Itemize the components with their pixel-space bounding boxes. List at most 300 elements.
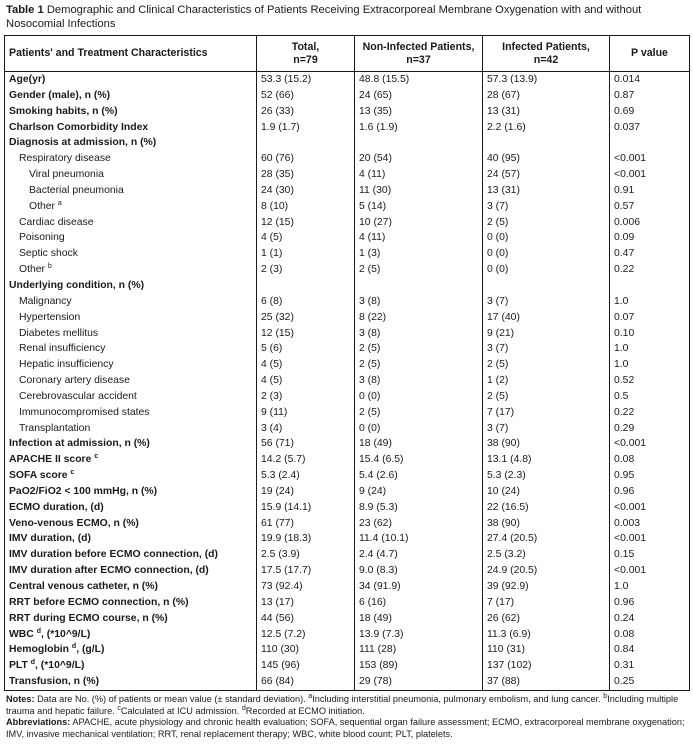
table-row [5, 246, 690, 262]
p-value-cell: <0.001 [610, 436, 690, 452]
non-infected-cell: 0 (0) [355, 421, 483, 437]
non-infected-cell: 18 (49) [355, 611, 483, 627]
non-infected-cell: 15.4 (6.5) [355, 452, 483, 468]
p-value-cell: 0.22 [610, 405, 690, 421]
table-row [5, 262, 690, 278]
infected-cell: 57.3 (13.9) [483, 72, 610, 88]
row-label-cell [5, 547, 257, 563]
p-value-cell: 1.0 [610, 579, 690, 595]
row-label: Diagnosis at admission, n (%) [9, 137, 157, 149]
row-label: Cardiac disease [19, 216, 94, 228]
row-label-cell [5, 341, 257, 357]
p-value-cell: 0.29 [610, 421, 690, 437]
non-infected-cell: 3 (8) [355, 326, 483, 342]
total-cell: 9 (11) [257, 405, 355, 421]
p-value-cell: 0.47 [610, 246, 690, 262]
total-cell: 4 (5) [257, 357, 355, 373]
row-label-cell [5, 72, 257, 88]
row-label: RRT during ECMO course, n (%) [9, 612, 168, 624]
p-value-cell: 0.09 [610, 230, 690, 246]
row-label-cell [5, 627, 257, 643]
non-infected-cell: 24 (65) [355, 88, 483, 104]
p-value-cell: 0.037 [610, 120, 690, 136]
table-row [5, 468, 690, 484]
row-label: Smoking habits, n (%) [9, 105, 118, 117]
table-row [5, 215, 690, 231]
table-row [5, 627, 690, 643]
row-label-cell [5, 294, 257, 310]
table-row [5, 531, 690, 547]
p-value-cell: 0.006 [610, 215, 690, 231]
total-cell: 19 (24) [257, 484, 355, 500]
p-value-cell: 0.84 [610, 642, 690, 658]
total-cell: 5.3 (2.4) [257, 468, 355, 484]
total-cell: 13 (17) [257, 595, 355, 611]
row-label-cell [5, 310, 257, 326]
non-infected-cell: 13 (35) [355, 104, 483, 120]
table-row [5, 658, 690, 674]
table-row [5, 642, 690, 658]
non-infected-cell: 2 (5) [355, 262, 483, 278]
row-label: Veno-venous ECMO, n (%) [9, 517, 139, 529]
total-cell: 12 (15) [257, 215, 355, 231]
total-cell: 4 (5) [257, 230, 355, 246]
infected-cell: 3 (7) [483, 421, 610, 437]
non-infected-cell: 3 (8) [355, 373, 483, 389]
infected-cell: 1 (2) [483, 373, 610, 389]
total-cell: 25 (32) [257, 310, 355, 326]
row-label: Hepatic insufficiency [19, 359, 114, 371]
row-label-cell [5, 215, 257, 231]
p-value-cell: 1.0 [610, 294, 690, 310]
total-cell: 24 (30) [257, 183, 355, 199]
total-cell: 26 (33) [257, 104, 355, 120]
infected-cell: 2.2 (1.6) [483, 120, 610, 136]
row-label: Transfusion, n (%) [9, 676, 100, 688]
notes-intro: Data are No. (%) of patients or mean value (± standard deviation). [37, 693, 306, 704]
total-cell: 53.3 (15.2) [257, 72, 355, 88]
row-label: Malignancy [19, 295, 72, 307]
infected-cell [483, 278, 610, 294]
row-label: Transplantation [19, 422, 91, 434]
table-row [5, 120, 690, 136]
abbreviations-paragraph [6, 717, 690, 740]
row-label-footnote: d [71, 643, 77, 651]
total-cell: 14.2 (5.7) [257, 452, 355, 468]
table-row [5, 452, 690, 468]
row-label: Underlying condition, n (%) [9, 279, 145, 291]
table-row [5, 547, 690, 563]
table-row [5, 341, 690, 357]
row-label-cell [5, 405, 257, 421]
infected-cell: 2 (5) [483, 357, 610, 373]
total-cell: 3 (4) [257, 421, 355, 437]
row-label: Hemoglobin [9, 644, 70, 656]
row-label-cell [5, 531, 257, 547]
non-infected-cell: 153 (89) [355, 658, 483, 674]
row-label-suffix: , (*10^9/L) [41, 628, 91, 640]
p-value-cell: 0.15 [610, 547, 690, 563]
table-row [5, 484, 690, 500]
table-row [5, 294, 690, 310]
infected-cell: 2 (5) [483, 215, 610, 231]
total-cell [257, 278, 355, 294]
total-cell: 56 (71) [257, 436, 355, 452]
total-cell: 28 (35) [257, 167, 355, 183]
table-row [5, 278, 690, 294]
row-label: IMV duration before ECMO connection, (d) [9, 549, 218, 561]
p-value-cell [610, 278, 690, 294]
table-header [5, 36, 690, 72]
table-row [5, 151, 690, 167]
p-value-cell: 0.69 [610, 104, 690, 120]
table-row [5, 230, 690, 246]
row-label: IMV duration after ECMO connection, (d) [9, 565, 209, 577]
row-label: SOFA score [9, 470, 68, 482]
table-row [5, 104, 690, 120]
note-c-text: Calculated at ICU admission. [120, 705, 240, 716]
row-label-cell [5, 642, 257, 658]
infected-cell: 40 (95) [483, 151, 610, 167]
non-infected-cell: 8 (22) [355, 310, 483, 326]
total-cell: 66 (84) [257, 674, 355, 690]
row-label-cell [5, 167, 257, 183]
p-value-cell: 0.014 [610, 72, 690, 88]
table-caption [6, 4, 686, 31]
row-label-cell [5, 674, 257, 690]
row-label: Other [19, 264, 45, 276]
p-value-cell: 0.52 [610, 373, 690, 389]
row-label: Other [29, 200, 55, 212]
row-label-cell [5, 389, 257, 405]
p-value-cell: 0.003 [610, 516, 690, 532]
total-cell: 1 (1) [257, 246, 355, 262]
infected-cell: 24.9 (20.5) [483, 563, 610, 579]
row-label-cell [5, 262, 257, 278]
p-value-cell [610, 135, 690, 151]
row-label-cell [5, 151, 257, 167]
row-label: Poisoning [19, 232, 65, 244]
header-characteristics-line1: Patients' and Treatment Characteristics [9, 47, 208, 60]
infected-cell: 3 (7) [483, 294, 610, 310]
row-label: Charlson Comorbidity Index [9, 121, 149, 133]
note-c-sup: c [117, 704, 121, 712]
table-row [5, 516, 690, 532]
table-row [5, 500, 690, 516]
infected-cell: 9 (21) [483, 326, 610, 342]
non-infected-cell: 2 (5) [355, 405, 483, 421]
p-value-cell: 0.31 [610, 658, 690, 674]
total-cell: 6 (8) [257, 294, 355, 310]
table-row [5, 674, 690, 690]
note-b-sup: b [603, 692, 608, 700]
infected-cell: 38 (90) [483, 516, 610, 532]
row-label-cell [5, 516, 257, 532]
row-label-suffix: , (*10^9/L) [35, 660, 85, 672]
row-label: Septic shock [19, 248, 78, 260]
p-value-cell: 0.91 [610, 183, 690, 199]
table-row [5, 563, 690, 579]
infected-cell: 0 (0) [483, 230, 610, 246]
row-label: IMV duration, (d) [9, 533, 91, 545]
total-cell: 17.5 (17.7) [257, 563, 355, 579]
row-label: Viral pneumonia [29, 169, 104, 181]
non-infected-cell [355, 135, 483, 151]
total-cell: 12 (15) [257, 326, 355, 342]
table-row [5, 135, 690, 151]
total-cell: 5 (6) [257, 341, 355, 357]
infected-cell: 26 (62) [483, 611, 610, 627]
row-label-footnote: c [70, 469, 75, 477]
non-infected-cell: 0 (0) [355, 389, 483, 405]
infected-cell: 110 (31) [483, 642, 610, 658]
row-label-cell [5, 579, 257, 595]
non-infected-cell: 29 (78) [355, 674, 483, 690]
row-label-cell [5, 436, 257, 452]
row-label-cell [5, 278, 257, 294]
table-row [5, 436, 690, 452]
infected-cell: 0 (0) [483, 246, 610, 262]
total-cell: 19.9 (18.3) [257, 531, 355, 547]
table-body [5, 72, 690, 691]
row-label: Renal insufficiency [19, 343, 106, 355]
row-label-cell [5, 104, 257, 120]
non-infected-cell: 5 (14) [355, 199, 483, 215]
p-value-cell: 1.0 [610, 357, 690, 373]
row-label-footnote: c [94, 453, 99, 461]
infected-cell: 0 (0) [483, 262, 610, 278]
total-cell: 60 (76) [257, 151, 355, 167]
row-label: WBC [9, 628, 34, 640]
header-infected [483, 36, 610, 72]
p-value-cell: 0.96 [610, 484, 690, 500]
row-label-cell [5, 120, 257, 136]
note-b-text: Including multiple trauma and hepatic failure. [6, 693, 679, 716]
p-value-cell: 1.0 [610, 341, 690, 357]
table-row [5, 389, 690, 405]
infected-cell: 22 (16.5) [483, 500, 610, 516]
row-label: Age(yr) [9, 74, 46, 85]
row-label: Coronary artery disease [19, 375, 130, 387]
header-infected-line2: n=42 [533, 53, 559, 66]
non-infected-cell: 1 (3) [355, 246, 483, 262]
infected-cell: 17 (40) [483, 310, 610, 326]
p-value-cell: 0.07 [610, 310, 690, 326]
row-label: ECMO duration, (d) [9, 501, 104, 513]
non-infected-cell: 11.4 (10.1) [355, 531, 483, 547]
p-value-cell: 0.24 [610, 611, 690, 627]
table-row [5, 183, 690, 199]
abbreviations-text: APACHE, acute physiology and chronic health evaluation; SOFA, sequential organ failure assessment; ECMO, extracorporeal membrane oxygenation; IMV, invasive mechanical ventilation; RRT, renal replacement therapy; WBC, white blood count; PLT, platelets. [6, 717, 685, 739]
table-row [5, 405, 690, 421]
row-label-cell [5, 373, 257, 389]
table-row [5, 611, 690, 627]
non-infected-cell [355, 278, 483, 294]
row-label-cell [5, 135, 257, 151]
p-value-cell: <0.001 [610, 531, 690, 547]
infected-cell: 37 (88) [483, 674, 610, 690]
row-label-suffix: , (g/L) [76, 644, 105, 656]
total-cell: 52 (66) [257, 88, 355, 104]
total-cell: 1.9 (1.7) [257, 120, 355, 136]
non-infected-cell: 9.0 (8.3) [355, 563, 483, 579]
table-row [5, 310, 690, 326]
p-value-cell: 0.08 [610, 627, 690, 643]
header-p-value [610, 36, 690, 72]
row-label-footnote: d [36, 627, 41, 635]
row-label-cell [5, 357, 257, 373]
table-row [5, 579, 690, 595]
non-infected-cell: 8.9 (5.3) [355, 500, 483, 516]
notes-paragraph [6, 694, 690, 717]
total-cell: 110 (30) [257, 642, 355, 658]
p-value-cell: 0.25 [610, 674, 690, 690]
table-caption-text: Demographic and Clinical Characteristics of Patients Receiving Extracorporeal Membrane Oxygenation with and without Nosocomial Infections [6, 4, 642, 30]
row-label: PaO2/FiO2 < 100 mmHg, n (%) [9, 485, 158, 497]
row-label: Infection at admission, n (%) [9, 438, 150, 450]
total-cell [257, 135, 355, 151]
infected-cell: 28 (67) [483, 88, 610, 104]
non-infected-cell: 1.6 (1.9) [355, 120, 483, 136]
row-label: Respiratory disease [19, 153, 111, 165]
row-label-footnote: a [57, 199, 62, 207]
non-infected-cell: 4 (11) [355, 167, 483, 183]
header-non-infected [355, 36, 483, 72]
row-label-cell [5, 611, 257, 627]
row-label-cell [5, 230, 257, 246]
table-caption-label: Table 1 [6, 4, 44, 16]
non-infected-cell: 3 (8) [355, 294, 483, 310]
notes-label: Notes: [6, 693, 35, 704]
table-row [5, 595, 690, 611]
row-label-cell [5, 326, 257, 342]
row-label-cell [5, 199, 257, 215]
row-label: Hypertension [19, 311, 81, 323]
row-label: Gender (male), n (%) [9, 89, 111, 101]
row-label-cell [5, 563, 257, 579]
total-cell: 8 (10) [257, 199, 355, 215]
row-label: Immunocompromised states [19, 406, 150, 418]
total-cell: 61 (77) [257, 516, 355, 532]
row-label-cell [5, 595, 257, 611]
row-label-cell [5, 468, 257, 484]
row-label: Cerebrovascular accident [19, 390, 137, 402]
infected-cell: 3 (7) [483, 341, 610, 357]
infected-cell: 137 (102) [483, 658, 610, 674]
infected-cell: 10 (24) [483, 484, 610, 500]
header-total [257, 36, 355, 72]
p-value-cell: 0.95 [610, 468, 690, 484]
row-label: PLT [9, 660, 28, 672]
row-label-cell [5, 421, 257, 437]
p-value-cell: <0.001 [610, 500, 690, 516]
row-label-cell [5, 246, 257, 262]
p-value-cell: <0.001 [610, 151, 690, 167]
infected-cell: 7 (17) [483, 595, 610, 611]
p-value-cell: 0.5 [610, 389, 690, 405]
header-infected-line1: Infected Patients, [502, 41, 590, 53]
table-row [5, 199, 690, 215]
total-cell: 145 (96) [257, 658, 355, 674]
total-cell: 73 (92.4) [257, 579, 355, 595]
non-infected-cell: 2 (5) [355, 341, 483, 357]
row-label-cell [5, 88, 257, 104]
non-infected-cell: 10 (27) [355, 215, 483, 231]
characteristics-table [4, 35, 690, 691]
infected-cell: 2 (5) [483, 389, 610, 405]
p-value-cell: <0.001 [610, 563, 690, 579]
non-infected-cell: 5.4 (2.6) [355, 468, 483, 484]
infected-cell: 24 (57) [483, 167, 610, 183]
infected-cell: 11.3 (6.9) [483, 627, 610, 643]
infected-cell: 27.4 (20.5) [483, 531, 610, 547]
non-infected-cell: 11 (30) [355, 183, 483, 199]
infected-cell: 38 (90) [483, 436, 610, 452]
header-non-infected-line1: Non-Infected Patients, [362, 41, 475, 53]
total-cell: 12.5 (7.2) [257, 627, 355, 643]
row-label: Bacterial pneumonia [29, 184, 124, 196]
header-non-infected-line2: n=37 [406, 53, 431, 66]
infected-cell: 3 (7) [483, 199, 610, 215]
note-a-text: Including interstitial pneumonia, pulmonary embolism, and lung cancer. [312, 693, 601, 704]
row-label: Diabetes mellitus [19, 327, 99, 339]
row-label: RRT before ECMO connection, n (%) [9, 596, 189, 608]
non-infected-cell: 13.9 (7.3) [355, 627, 483, 643]
total-cell: 4 (5) [257, 373, 355, 389]
infected-cell: 39 (92.9) [483, 579, 610, 595]
non-infected-cell: 48.8 (15.5) [355, 72, 483, 88]
p-value-cell: 0.22 [610, 262, 690, 278]
infected-cell: 5.3 (2.3) [483, 468, 610, 484]
table-notes [6, 694, 690, 740]
infected-cell: 13.1 (4.8) [483, 452, 610, 468]
p-value-cell: 0.96 [610, 595, 690, 611]
p-value-cell: 0.10 [610, 326, 690, 342]
table-row [5, 326, 690, 342]
infected-cell: 7 (17) [483, 405, 610, 421]
total-cell: 44 (56) [257, 611, 355, 627]
table-row [5, 72, 690, 88]
non-infected-cell: 2.4 (4.7) [355, 547, 483, 563]
row-label-cell [5, 484, 257, 500]
infected-cell: 13 (31) [483, 104, 610, 120]
non-infected-cell: 20 (54) [355, 151, 483, 167]
p-value-cell: 0.87 [610, 88, 690, 104]
row-label-footnote: d [30, 659, 36, 667]
table-row [5, 373, 690, 389]
infected-cell [483, 135, 610, 151]
p-value-cell: <0.001 [610, 167, 690, 183]
row-label-footnote: b [47, 263, 52, 271]
non-infected-cell: 4 (11) [355, 230, 483, 246]
non-infected-cell: 34 (91.9) [355, 579, 483, 595]
row-label: Central venous catheter, n (%) [9, 581, 158, 592]
table-row [5, 357, 690, 373]
table-row [5, 421, 690, 437]
note-d-sup: d [241, 704, 246, 712]
abbreviations-label: Abbreviations: [6, 717, 71, 728]
table-header-row [5, 36, 690, 72]
total-cell: 2 (3) [257, 262, 355, 278]
note-d-text: Recorded at ECMO initiation. [245, 705, 365, 716]
header-characteristics [5, 36, 257, 72]
infected-cell: 13 (31) [483, 183, 610, 199]
header-p-value-line1: P value [631, 47, 668, 60]
infected-cell: 2.5 (3.2) [483, 547, 610, 563]
table-row [5, 167, 690, 183]
table-row [5, 88, 690, 104]
total-cell: 15.9 (14.1) [257, 500, 355, 516]
